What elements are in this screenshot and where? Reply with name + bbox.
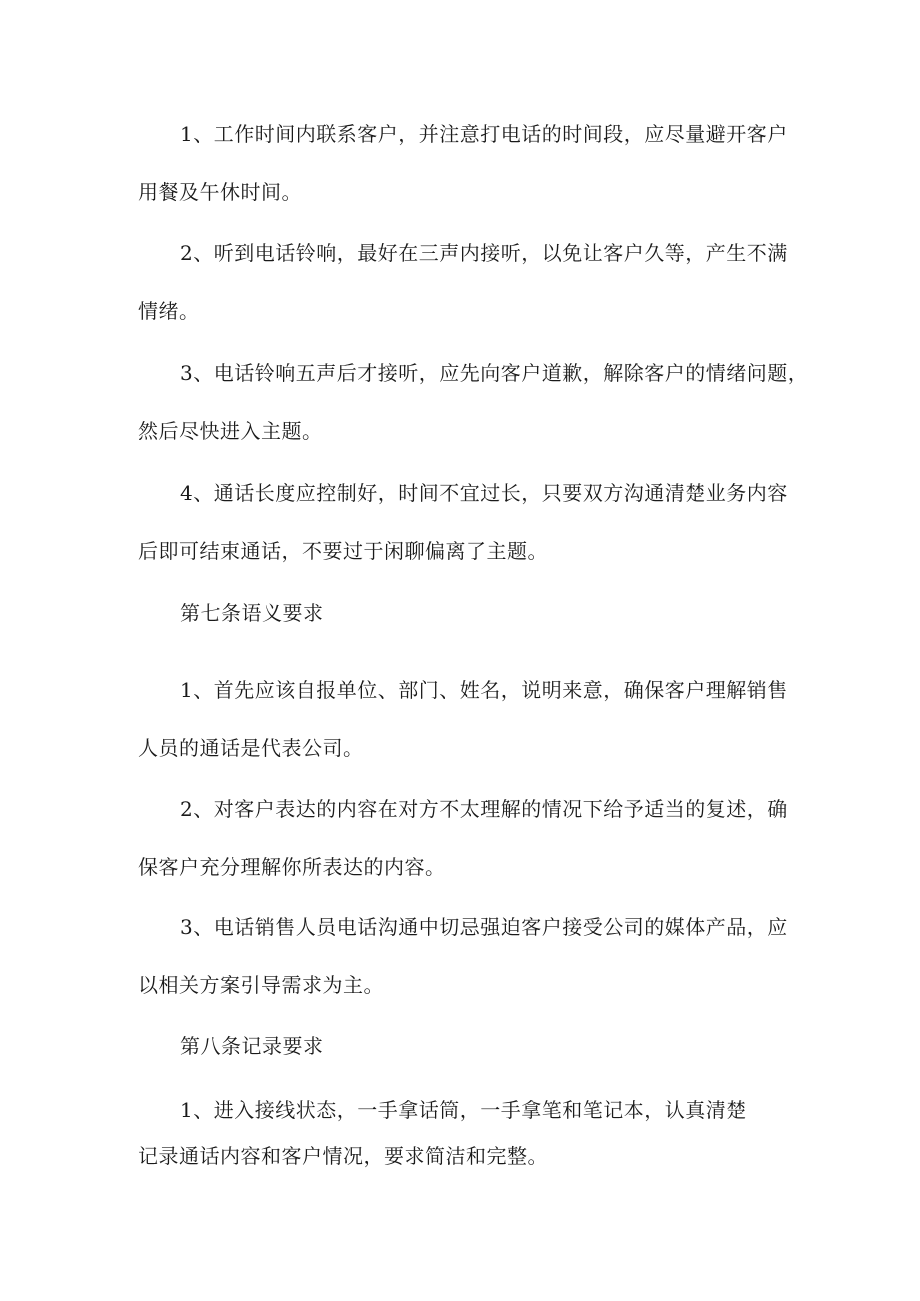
paragraph-line: 用餐及午休时间。 — [138, 180, 302, 204]
paragraph-line: 1、进入接线状态，一手拿话筒，一手拿笔和笔记本，认真清楚 — [180, 1098, 747, 1122]
paragraph-line: 3、电话铃响五声后才接听，应先向客户道歉，解除客户的情绪问题， — [180, 361, 809, 385]
paragraph-line: 2、听到电话铃响，最好在三声内接听，以免让客户久等，产生不满 — [180, 241, 788, 265]
paragraph-line: 情绪。 — [138, 299, 200, 323]
paragraph-line: 2、对客户表达的内容在对方不太理解的情况下给予适当的复述，确 — [180, 797, 788, 821]
paragraph-line: 以相关方案引导需求为主。 — [138, 973, 384, 997]
section6-item-4 — [138, 464, 788, 580]
paragraph-line: 1、首先应该自报单位、部门、姓名，说明来意，确保客户理解销售 — [180, 678, 788, 702]
paragraph-line: 3、电话销售人员电话沟通中切忌强迫客户接受公司的媒体产品，应 — [180, 915, 788, 939]
paragraph-line: 1、工作时间内联系客户，并注意打电话的时间段，应尽量避开客户 — [180, 122, 788, 146]
paragraph-line: 保客户充分理解你所表达的内容。 — [138, 855, 446, 879]
paragraph-line: 记录通话内容和客户情况，要求简洁和完整。 — [138, 1144, 548, 1168]
paragraph-line: 4、通话长度应控制好，时间不宜过长，只要双方沟通清楚业务内容 — [180, 481, 788, 505]
section7-item-2 — [138, 780, 788, 896]
section6-item-3 — [138, 344, 809, 460]
paragraph-line: 人员的通话是代表公司。 — [138, 736, 364, 760]
section7-item-1 — [138, 661, 788, 777]
section8-heading: 第八条记录要求 — [180, 1034, 324, 1058]
section6-item-1 — [138, 105, 788, 221]
section7-heading: 第七条语义要求 — [180, 601, 324, 625]
paragraph-line: 然后尽快进入主题。 — [138, 419, 323, 443]
section8-item-1 — [138, 1087, 788, 1179]
section7-item-3 — [138, 898, 788, 1014]
section6-item-2 — [138, 224, 788, 340]
paragraph-line: 后即可结束通话，不要过于闲聊偏离了主题。 — [138, 539, 548, 563]
